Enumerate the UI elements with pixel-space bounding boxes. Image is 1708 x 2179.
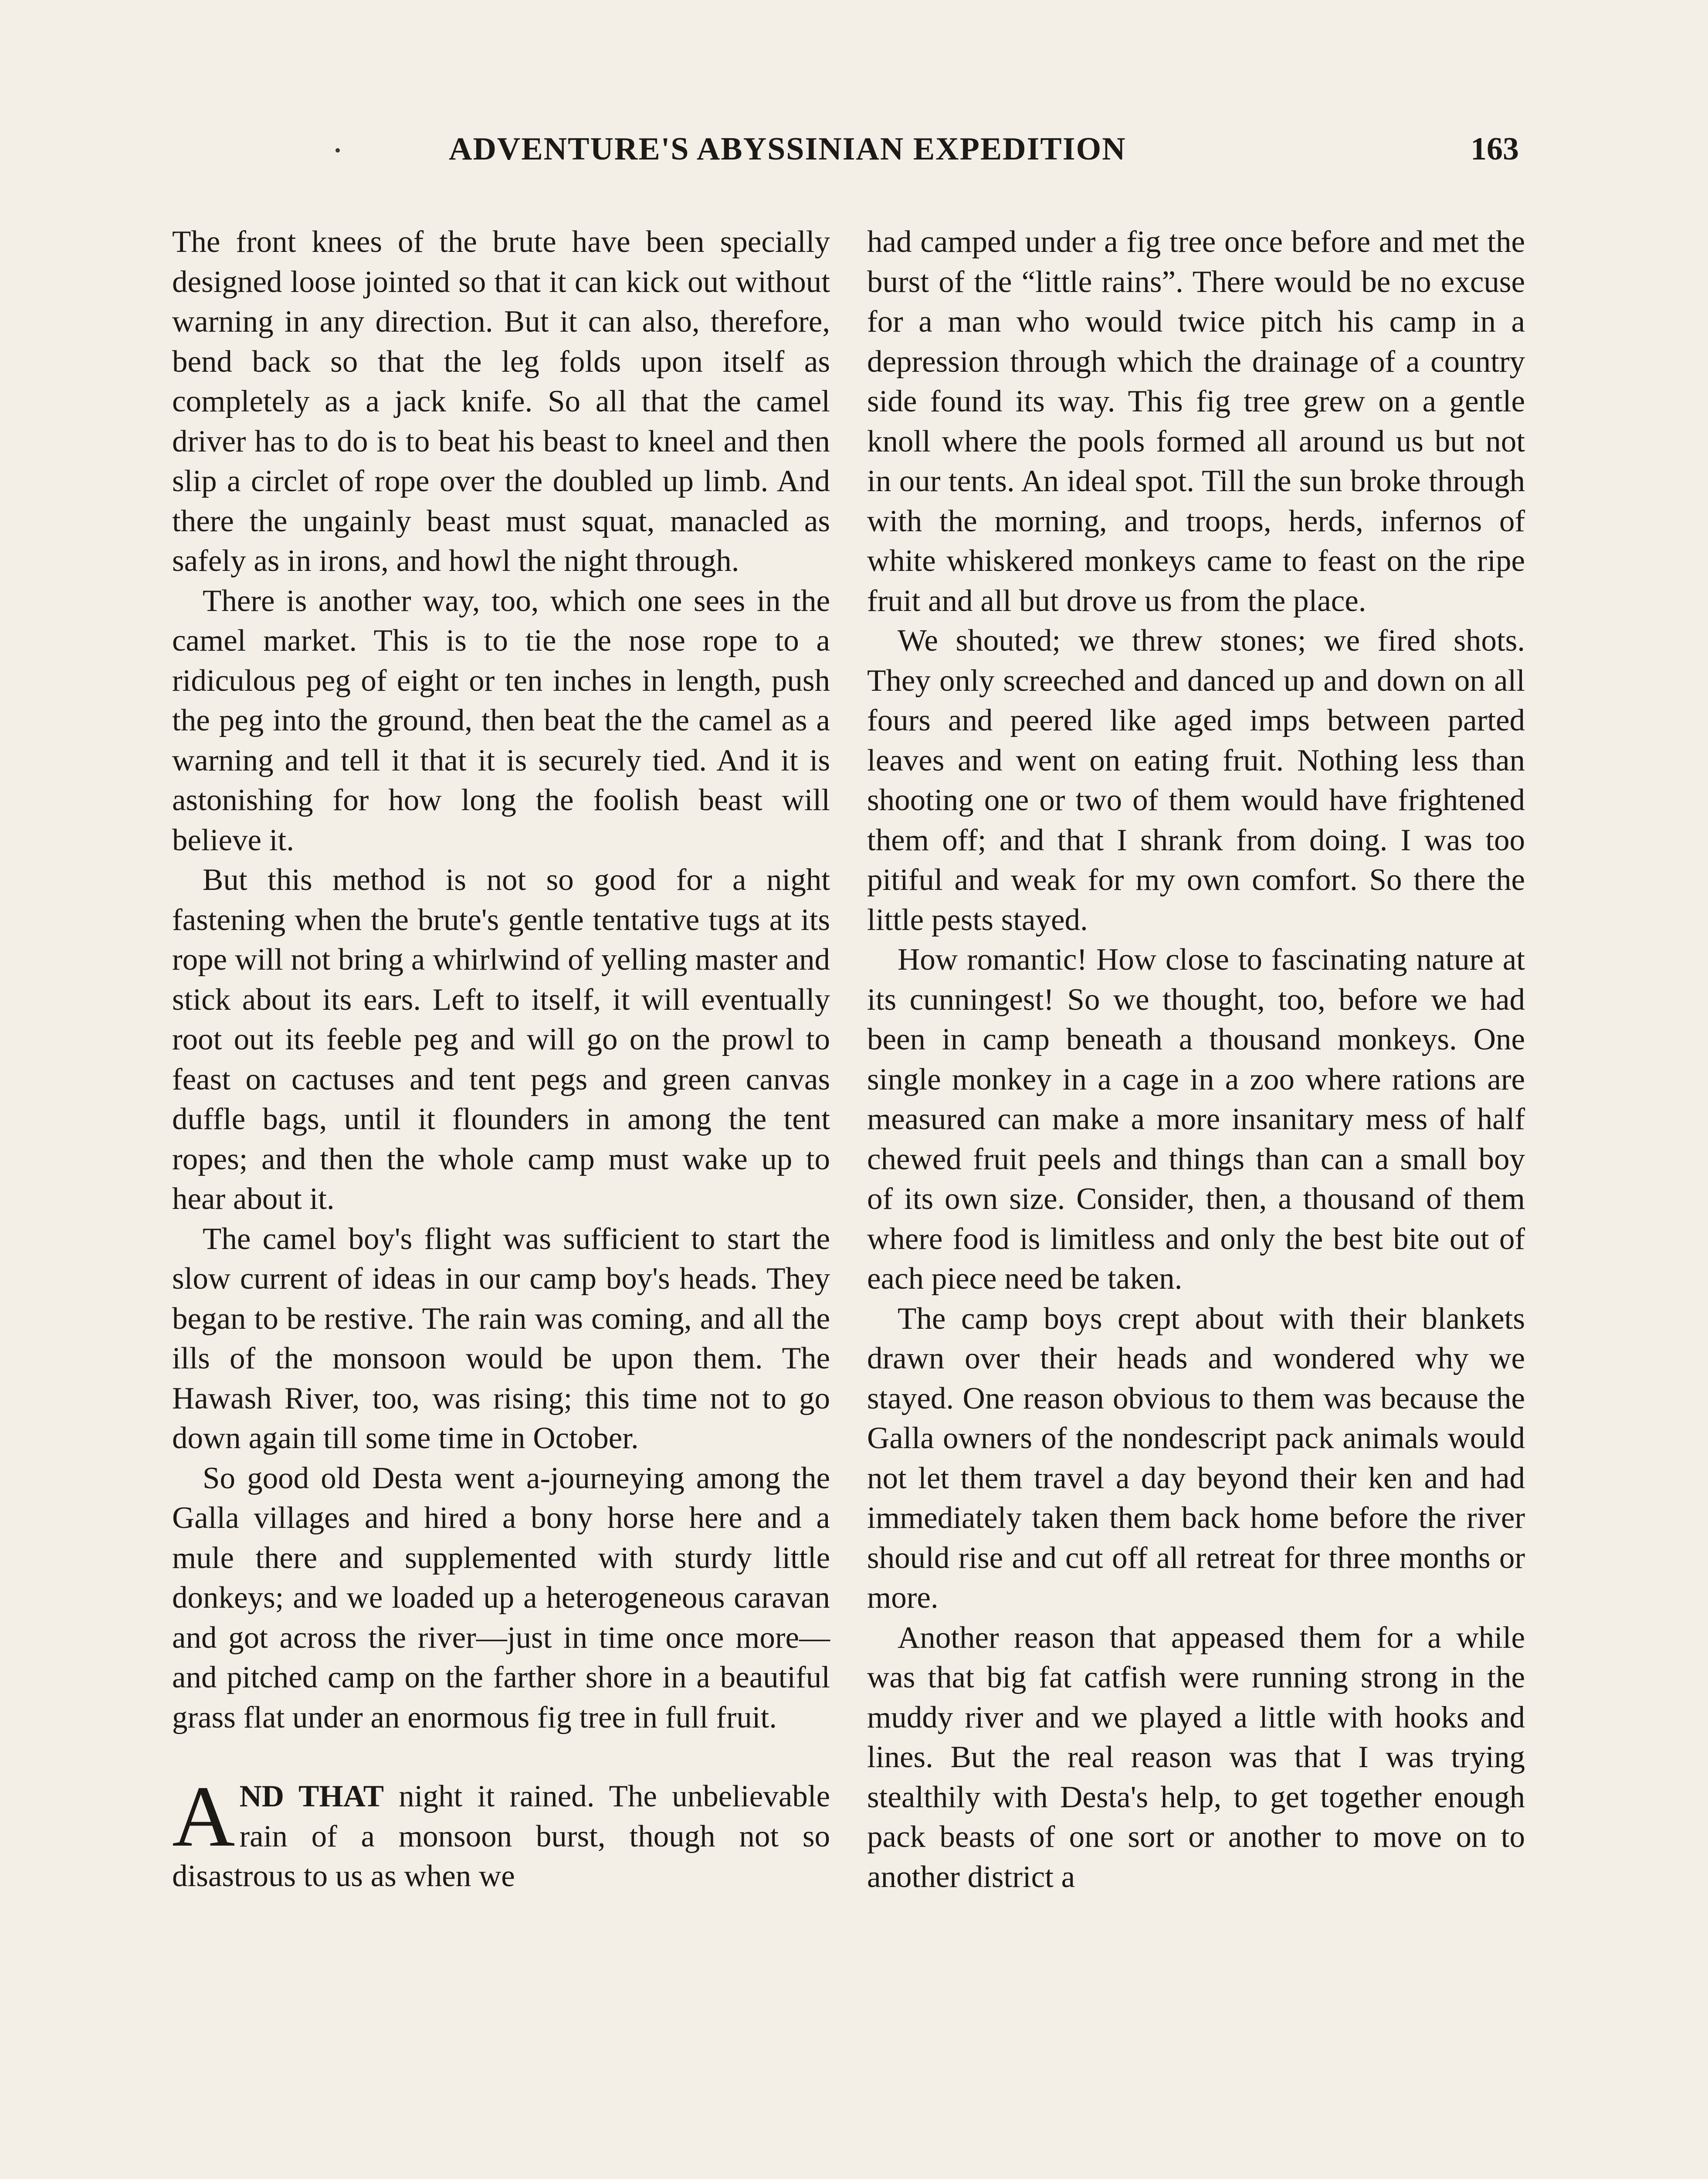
paragraph: How romantic! How close to fascinating nature at its cunningest! So we thought, too, before we had been in camp beneath a thousand monkeys. One single monkey in a cage in a zoo where rations are measured can make a more insanitary mess of half chewed fruit peels and things than can a small boy of its own size. Consider, then, a thousand of them where food is limitless and only the best bite out of each piece need be taken. [867, 943, 1525, 1296]
ink-dot [336, 148, 340, 153]
page-number: 163 [1471, 131, 1519, 167]
paragraph: The camel boy's flight was sufficient to start the slow current of ideas in our camp boy's heads. They began to be restive. The rain was coming, and all the ills of the monsoon would be upon them. The Hawash River, too, was rising; this time not to go down again till some time in October. [172, 1222, 830, 1455]
section-text: night it rained. The unbelievable rain of a monsoon burst, though not so disastrous to us as when we [172, 1779, 830, 1893]
paragraph: We shouted; we threw stones; we fired shots. They only screeched and danced up and down on all fours and peered like aged imps between parted leaves and went on eating fruit. Nothing less than shooting one or two of them would have frightened them off; and that I shrank from doing. I was too pitiful and weak for my own comfort. So there the little pests stayed. [867, 624, 1525, 937]
drop-cap: A [172, 1768, 235, 1865]
paragraph: The camp boys crept about with their blankets drawn over their heads and wondered why we stayed. One reason obvious to them was because the Galla owners of the nondescript pack animals would not let them travel a day beyond their ken and had immediately taken them back home before the river should rise and cut off all retreat for three months or more. [867, 1301, 1525, 1615]
section-break [172, 1738, 830, 1777]
left-column [172, 222, 830, 1897]
lead-in-small-caps: ND THAT [239, 1779, 384, 1813]
right-column [867, 222, 1525, 1897]
paragraph: The front knees of the brute have been specially designed loose jointed so that it can kick out without warning in any direction. But it can also, therefore, bend back so that the leg folds upon itself as completely as a jack knife. So all that the camel driver has to do is to beat his beast to kneel and then slip a circlet of rope over the doubled up limb. And there the ungainly beast must squat, manacled as safely as in irons, and howl the night through. [172, 225, 830, 578]
running-header [0, 131, 1708, 183]
paragraph: Another reason that appeased them for a while was that big fat catfish were running strong in the muddy river and we played a little with hooks and lines. But the real reason was that I was trying stealthily with Desta's help, to get together enough pack beasts of one sort or another to move on to another district a [867, 1620, 1525, 1894]
section-opening-paragraph [172, 1768, 830, 1897]
paragraph: had camped under a fig tree once before and met the burst of the “little rains”. There would be no excuse for a man who would twice pitch his camp in a depression through which the drainage of a country side found its way. This fig tree grew on a gentle knoll where the pools formed all around us but not in our tents. An ideal spot. Till the sun broke through with the morning, and troops, herds, infernos of white whiskered monkeys came to feast on the ripe fruit and all but drove us from the place. [867, 225, 1525, 618]
paragraph: There is another way, too, which one sees in the camel market. This is to tie the nose rope to a ridiculous peg of eight or ten inches in length, push the peg into the ground, then beat the the camel as a warning and tell it that it is securely tied. And it is astonishing for how long the foolish beast will believe it. [172, 584, 830, 857]
running-title: ADVENTURE'S ABYSSINIAN EXPEDITION [449, 131, 1126, 167]
paragraph: But this method is not so good for a night fastening when the brute's gentle tentative tugs at its rope will not bring a whirlwind of yelling master and stick about its ears. Left to itself, it will eventually root out its feeble peg and will go on the prowl to feast on cactuses and tent pegs and green canvas duffle bags, until it flounders in among the tent ropes; and then the whole camp must wake up to hear about it. [172, 863, 830, 1216]
paragraph: So good old Desta went a-journeying among the Galla villages and hired a bony horse here and a mule there and supplemented with sturdy little donkeys; and we loaded up a heterogeneous caravan and got across the river—just in time once more—and pitched camp on the farther shore in a beautiful grass flat under an enormous fig tree in full fruit. [172, 1461, 830, 1734]
